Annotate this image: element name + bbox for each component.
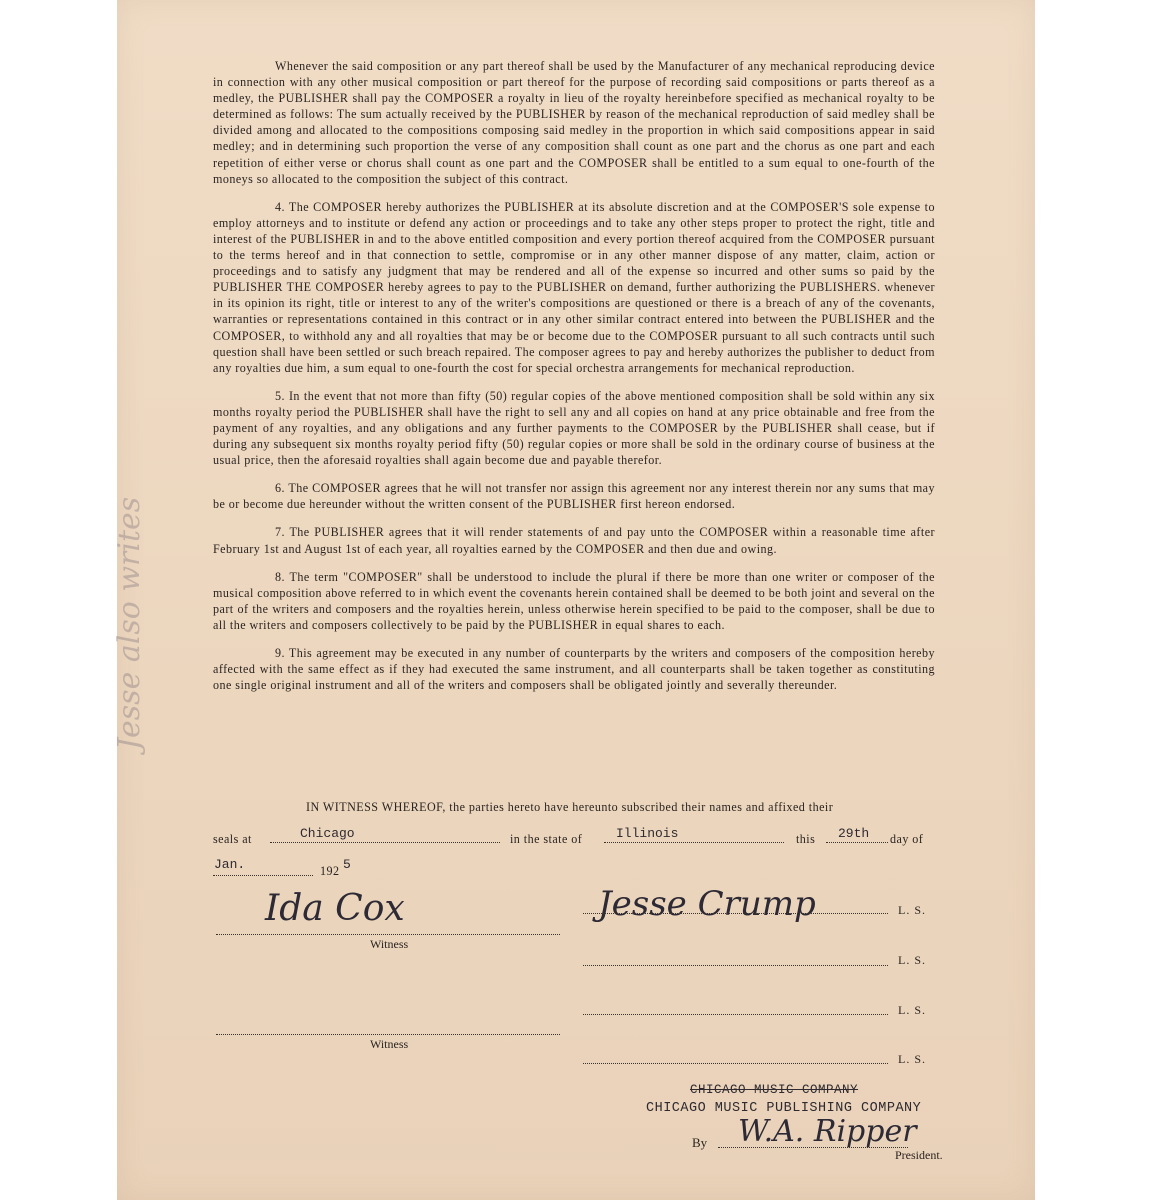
ls-4: L. S. <box>898 1052 927 1066</box>
composer-1-line <box>583 903 888 914</box>
composer-signature-jesse-crump: Jesse Crump <box>598 884 816 924</box>
president-label: President. <box>895 1148 943 1162</box>
state-label: in the state of <box>510 832 583 846</box>
witness-2-label: Witness <box>370 1037 409 1051</box>
state-value: Illinois <box>616 826 679 841</box>
witness-2-line <box>216 1024 560 1035</box>
ls-3: L. S. <box>898 1003 927 1017</box>
witness-signature-ida-cox: Ida Cox <box>265 888 405 929</box>
paragraph-8: 8. The term "COMPOSER" shall be understood to include the plural if there be more than one writer or composer of the musical composition above referred to in which event the covenants herein contained shall be deemed to be both joint and several on the part of the writers and composers and the royalties herein, unless otherwise herein specified to be paid to the composer, shall be due to all the writers and composers collectively to be paid by the PUBLISHER in equal shares to each. <box>213 569 935 632</box>
paragraph-medley: Whenever the said composition or any part thereof shall be used by the Manufacturer of any mechanical reproducing device in connection with any other musical composition or part thereof for the purpose of recording said compositions or parts thereof as a medley, the PUBLISHER shall pay the COMPOSER a royalty in lieu of the royalty hereinbefore specified as mechanical royalty to be determined as follows: The sum actually received by the PUBLISHER by reason of the mechanical reproduction of said medley shall be divided among and allocated to the compositions composing said medley in the proportion in which said compositions appear in said medley; and in determining such proportion the verse of any composition shall count as one part and the chorus as one part and each repetition of either verse or chorus shall count as one part and the COMPOSER shall be entitled to a sum equal to one-fourth of the moneys so allocated to the composition the subject of this contract. <box>213 59 935 186</box>
witness-clause: IN WITNESS WHEREOF, the parties hereto have hereunto subscribed their names and affixed their <box>306 800 834 814</box>
paragraph-4: 4. The COMPOSER hereby authorizes the PUBLISHER at its absolute discretion and at the COMPOSER'S sole expense to employ attorneys and to institute or defend any action or proceedings and to take any other steps proper to protect the right, title and interest of the PUBLISHER in and to the above entitled composition and every portion thereof acquired from the COMPOSER pursuant to the terms hereof and in that connection to settle, compromise or in any other manner dispose of any matter, claim, action or proceedings and to satisfy any judgment that may be rendered and all of the expense so incurred and other sums so paid by the PUBLISHER THE COMPOSER hereby agrees to pay to the PUBLISHER on demand, further authorizing the PUBLISHERS. whenever in its opinion its right, title or interest to any of the writer's compositions are questioned or there is a breach of any of the covenants, warranties or representations contained in this contract or in any other similar contract entered into between the PUBLISHER and the COMPOSER, to withhold any and all royalties that may be or become due to the COMPOSER pursuant to all such contracts until such question shall have been settled or such breach repaired. The composer agrees to pay and hereby authorizes the publisher to deduct from any royalties due him, a sum equal to one-fourth the cost for special orchestra arrangements for mechanical reproduction. <box>213 199 935 375</box>
paragraph-7: 7. The PUBLISHER agrees that it will render statements of and pay unto the COMPOSER within a reasonable time after February 1st and August 1st of each year, all royalties earned by the COMPOSER and then due and owing. <box>213 525 935 556</box>
contract-body <box>213 58 935 705</box>
month-value: Jan. <box>214 857 246 872</box>
ls-2: L. S. <box>898 953 927 967</box>
this-label: this <box>796 832 816 846</box>
day-of-label: day of <box>890 832 924 846</box>
margin-handwritten-note: Jesse also writes <box>112 496 147 750</box>
day-value: 29th <box>838 826 870 841</box>
witness-1-label: Witness <box>370 937 409 951</box>
composer-4-line <box>583 1053 888 1064</box>
composer-3-line <box>583 1004 888 1015</box>
composer-2-line <box>583 955 888 966</box>
year-digit: 5 <box>343 857 351 872</box>
president-signature: W.A. Ripper <box>738 1114 917 1149</box>
by-label: By <box>692 1135 708 1150</box>
paragraph-5: 5. In the event that not more than fifty (50) regular copies of the above mentioned composition shall be sold within any six months royalty period the PUBLISHER shall have the right to sell any and all copies on hand at any price obtainable and free from the payment of any royalties, and any obligations and any further payments to the COMPOSER by the PUBLISHER shall cease, but if during any subsequent six months royalty period fifty (50) regular copies or more shall be sold in the ordinary course of business at the usual price, then the aforesaid royalties shall again become due and payable therefor. <box>213 388 935 468</box>
seals-label: seals at <box>213 832 252 846</box>
paragraph-9: 9. This agreement may be executed in any number of counterparts by the writers and composers of the composition hereby affected with the same effect as if they had executed the same instrument, and all counterparts shall be taken together as constituting one single original instrument and all of the writers and composers shall be obligated jointly and severally thereunder. <box>213 646 935 693</box>
city-value: Chicago <box>300 826 355 841</box>
company-name: CHICAGO MUSIC PUBLISHING COMPANY <box>646 1101 922 1116</box>
ls-1: L. S. <box>898 903 927 917</box>
struck-company-name: CHICAGO MUSIC COMPANY <box>690 1083 859 1097</box>
paragraph-6: 6. The COMPOSER agrees that he will not transfer nor assign this agreement nor any interest therein nor any sums that may be or become due hereunder without the written consent of the PUBLISHER first hereon endorsed. <box>213 481 936 512</box>
witness-1-line <box>216 924 560 935</box>
year-prefix: 192 <box>320 864 340 878</box>
